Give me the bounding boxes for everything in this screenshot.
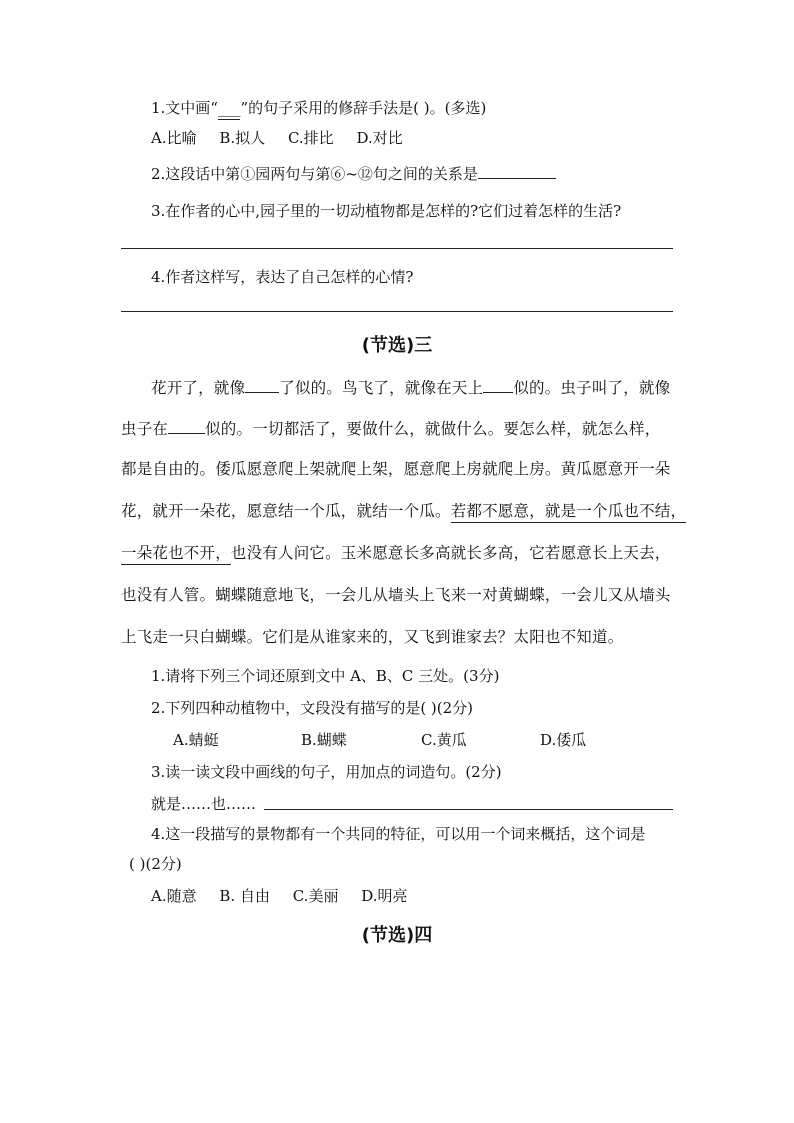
passage-underlined-sentence-part-1: 若都不愿意，就是一个瓜也不结， [451, 502, 687, 523]
s1-question-1 [151, 97, 486, 118]
s1-q2-answer-blank[interactable] [478, 178, 556, 179]
s1-q1-option-d: D.对比 [356, 129, 403, 147]
passage-line-7: 上飞走一只白蝴蝶。它们是从谁家来的，又飞到谁家去？太阳也不知道。 [121, 628, 624, 646]
passage-blank-b[interactable] [483, 392, 513, 393]
s1-q1-text-pre: 1.文中画“ [151, 99, 218, 117]
s1-q3-answer-line[interactable] [121, 248, 673, 249]
s1-q2-text: 2.这段话中第①园两句与第⑥~⑫句之间的关系是 [151, 165, 478, 183]
passage-line-1-part-b: 了似的。鸟飞了，就像在天上 [279, 379, 484, 397]
s2-question-2: 2.下列四种动植物中，文段没有描写的是( )(2分) [151, 699, 474, 717]
passage-blank-a[interactable] [245, 392, 279, 393]
s2-q3-answer-line[interactable] [264, 809, 673, 810]
passage-line-1 [151, 376, 670, 398]
passage-line-2 [121, 417, 660, 439]
s2-q2-option-a: A.蜻蜓 [173, 731, 219, 749]
s1-q1-text-post: ”的句子采用的修辞手法是( )。(多选) [240, 99, 487, 117]
s2-q4-option-d: D.明亮 [361, 887, 408, 905]
passage-line-4 [121, 499, 686, 521]
passage-line-1-part-a: 花开了，就像 [151, 379, 246, 397]
s2-q3-prompt: 就是……也…… [151, 795, 257, 813]
passage-line-2-part-a: 虫子在 [121, 420, 169, 438]
s2-question-3: 3.读一读文段中画线的句子，用加点的词造句。(2分) [151, 763, 502, 781]
s1-q1-underline-mark: ___ [218, 99, 241, 120]
s1-q1-options [151, 127, 421, 148]
s1-q1-option-b: B.拟人 [219, 129, 266, 147]
section-title-4: (节选)四 [361, 925, 433, 946]
passage-blank-c[interactable] [168, 433, 205, 434]
s2-question-4: 4.这一段描写的景物都有一个共同的特征，可以用一个词来概括，这个词是 [151, 825, 646, 843]
s2-q4-answer-paren: ( )(2分) [129, 855, 182, 873]
s2-q4-option-b: B. 自由 [219, 887, 270, 905]
s2-q2-option-b: B.蝴蝶 [301, 731, 347, 749]
s1-question-3: 3.在作者的心中,园子里的一切动植物都是怎样的?它们过着怎样的生活? [151, 202, 622, 220]
s2-q4-options [151, 885, 426, 906]
passage-line-5-part-a: 也没有人问它。玉米愿意长多高就长多高，它若愿意长上天去， [230, 544, 671, 562]
s2-q2-option-c: C.黄瓜 [421, 731, 467, 749]
s1-q1-option-c: C.排比 [287, 129, 334, 147]
passage-underlined-sentence-part-2: 一朵花也不开， [121, 544, 231, 565]
s2-q4-option-c: C.美丽 [292, 887, 339, 905]
passage-line-2-part-b: 似的。一切都活了，要做什么，就做什么。要怎么样，就怎么样， [205, 420, 661, 438]
passage-line-5 [121, 541, 671, 563]
passage-line-6: 也没有人管。蝴蝶随意地飞，一会儿从墙头上飞来一对黄蝴蝶，一会儿又从墙头 [121, 586, 671, 604]
s2-q2-option-d: D.倭瓜 [540, 731, 587, 749]
passage-line-1-part-c: 似的。虫子叫了，就像 [513, 379, 671, 397]
passage-line-3: 都是自由的。倭瓜愿意爬上架就爬上架，愿意爬上房就爬上房。黄瓜愿意开一朵 [121, 460, 671, 478]
s1-question-4: 4.作者这样写，表达了自己怎样的心情? [151, 268, 414, 286]
s2-question-1: 1.请将下列三个词还原到文中 A、B、C 三处。(3分) [151, 667, 500, 685]
s2-q4-option-a: A.随意 [151, 887, 197, 905]
s1-question-2 [151, 163, 556, 184]
section-title-3: (节选)三 [361, 335, 433, 356]
s1-q1-option-a: A.比喻 [151, 129, 197, 147]
passage-line-4-part-a: 花，就开一朵花，愿意结一个瓜，就结一个瓜。 [121, 502, 451, 520]
s1-q4-answer-line[interactable] [121, 311, 673, 312]
